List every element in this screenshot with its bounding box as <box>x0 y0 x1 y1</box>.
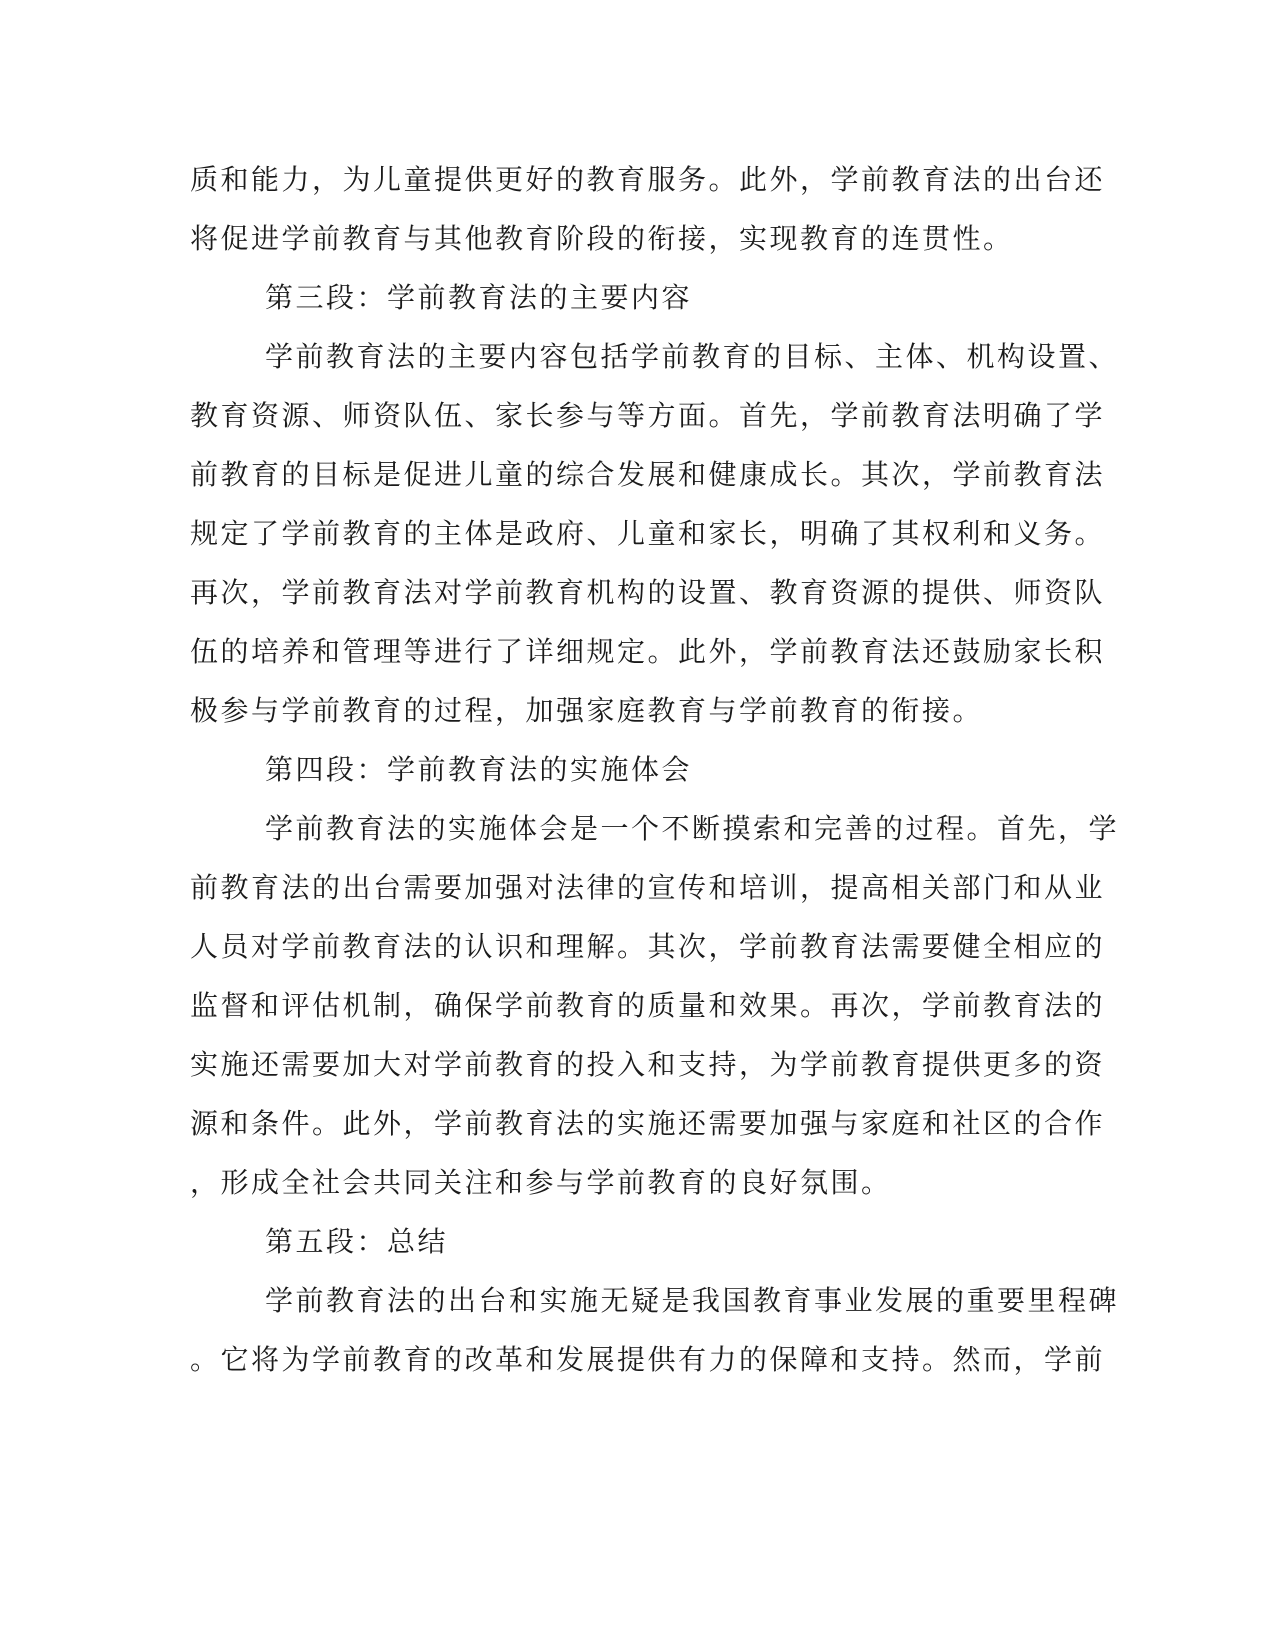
text-line: 监督和评估机制，确保学前教育的质量和效果。再次，学前教育法的 <box>190 989 1106 1022</box>
text-line: 伍的培养和管理等进行了详细规定。此外，学前教育法还鼓励家长积 <box>190 635 1106 668</box>
text-line: 。它将为学前教育的改革和发展提供有力的保障和支持。然而，学前 <box>190 1343 1106 1376</box>
text-line: 质和能力，为儿童提供更好的教育服务。此外，学前教育法的出台还 <box>190 163 1106 196</box>
text-line: 源和条件。此外，学前教育法的实施还需要加强与家庭和社区的合作 <box>190 1107 1106 1140</box>
section-heading-5: 第五段：总结 <box>265 1225 449 1258</box>
text-line: 人员对学前教育法的认识和理解。其次，学前教育法需要健全相应的 <box>190 930 1106 963</box>
text-line: 前教育的目标是促进儿童的综合发展和健康成长。其次，学前教育法 <box>190 458 1106 491</box>
text-line: 将促进学前教育与其他教育阶段的衔接，实现教育的连贯性。 <box>190 222 1014 255</box>
text-line: 学前教育法的出台和实施无疑是我国教育事业发展的重要里程碑 <box>265 1284 1120 1317</box>
text-line: 前教育法的出台需要加强对法律的宣传和培训，提高相关部门和从业 <box>190 871 1106 904</box>
text-line: 规定了学前教育的主体是政府、儿童和家长，明确了其权利和义务。 <box>190 517 1106 550</box>
section-heading-4: 第四段：学前教育法的实施体会 <box>265 753 693 786</box>
text-line: 学前教育法的实施体会是一个不断摸索和完善的过程。首先，学 <box>265 812 1120 845</box>
text-line: 学前教育法的主要内容包括学前教育的目标、主体、机构设置、 <box>265 340 1120 373</box>
text-line: 教育资源、师资队伍、家长参与等方面。首先，学前教育法明确了学 <box>190 399 1106 432</box>
section-heading-3: 第三段：学前教育法的主要内容 <box>265 281 693 314</box>
text-line: 极参与学前教育的过程，加强家庭教育与学前教育的衔接。 <box>190 694 984 727</box>
text-line: 再次，学前教育法对学前教育机构的设置、教育资源的提供、师资队 <box>190 576 1106 609</box>
text-line: ，形成全社会共同关注和参与学前教育的良好氛围。 <box>190 1166 892 1199</box>
text-line: 实施还需要加大对学前教育的投入和支持，为学前教育提供更多的资 <box>190 1048 1106 1081</box>
